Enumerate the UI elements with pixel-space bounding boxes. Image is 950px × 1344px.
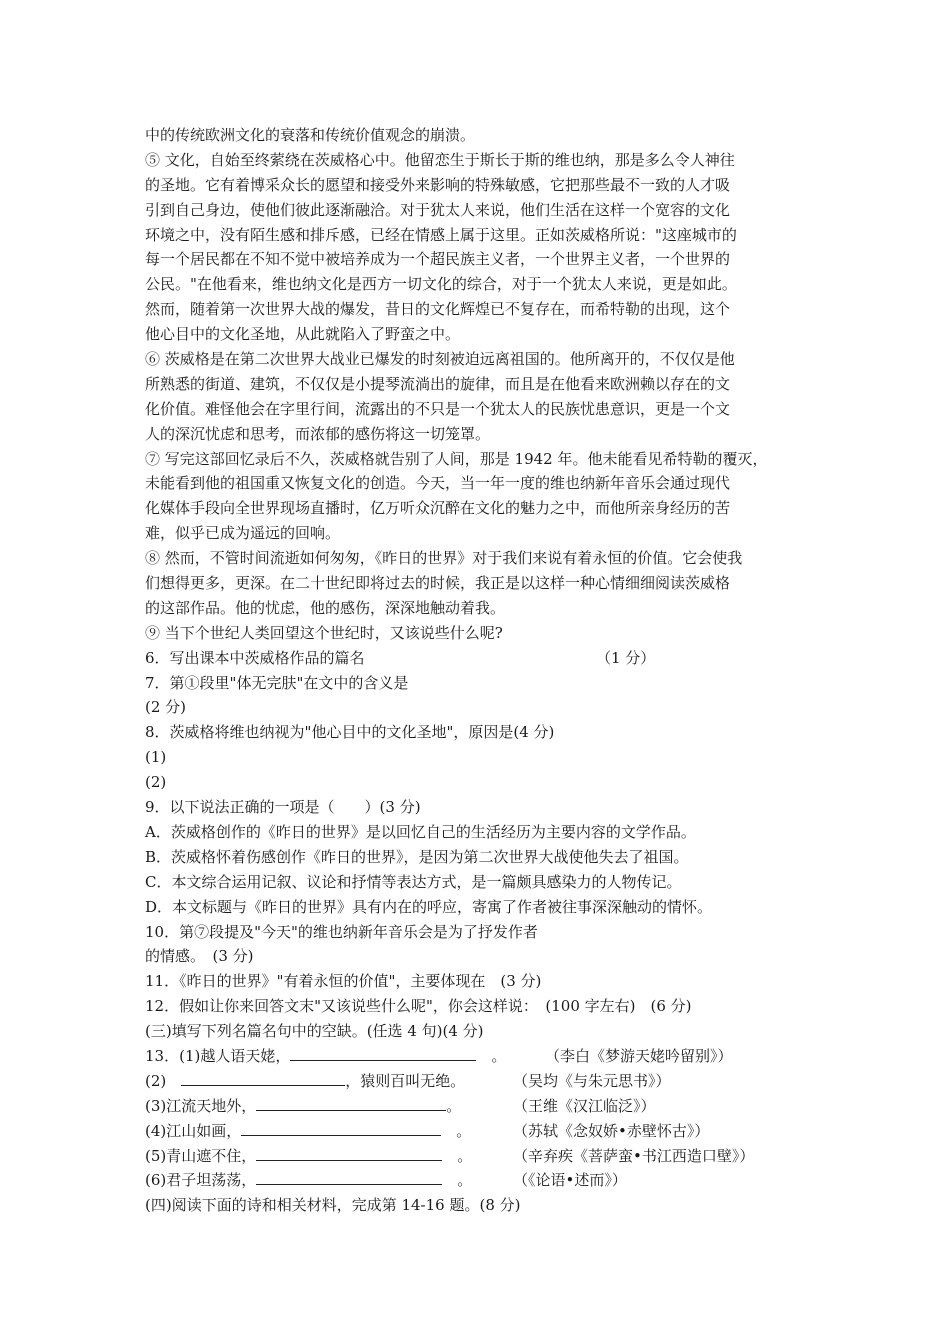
text-line: 们想得更多，更深。在二十世纪即将过去的时候，我正是以这样一种心情细细阅读茨威格	[145, 574, 731, 593]
blank-line[interactable]	[290, 1045, 476, 1061]
section-3-heading: (三)填写下列名篇名句中的空缺。(任选 4 句)(4 分)	[145, 1022, 484, 1041]
source-citation: （《论语•述而》）	[513, 1171, 627, 1190]
answer-item: (2)	[145, 773, 167, 792]
question-7: 7．第①段里"体无完肤"在文中的含义是	[145, 673, 409, 692]
source-citation: （王维《汉江临泛》）	[513, 1096, 656, 1115]
text-line: 未能看到他的祖国重又恢复文化的创造。今天，当一年一度的维也纳新年音乐会通过现代	[145, 474, 731, 493]
blank-line[interactable]	[241, 1120, 441, 1136]
text-line: 化媒体手段向全世界现场直播时，亿万听众沉醉在文化的魅力之中，而他所亲身经历的苦	[145, 499, 731, 518]
option-d: D．本文标题与《昨日的世界》具有内在的呼应，寄寓了作者被往事深深触动的情怀。	[145, 897, 713, 916]
text-line: ⑨ 当下个世纪人类回望这个世纪时，又该说些什么呢?	[145, 623, 503, 642]
fill-blank-row: (6)君子坦荡荡， 。 （《论语•述而》）	[145, 1168, 825, 1193]
text-line: 环境之中，没有陌生感和排斥感，已经在情感上属于这里。正如茨威格所说："这座城市的	[145, 225, 737, 244]
text-line: 所熟悉的街道、建筑，不仅仅是小提琴流淌出的旋律，而且是在他看来欧洲赖以存在的文	[145, 374, 731, 393]
source-citation: （吴均《与朱元思书》）	[513, 1071, 671, 1090]
text-line: 然而，随着第一次世界大战的爆发，昔日的文化辉煌已不复存在，而希特勒的出现，这个	[145, 300, 731, 319]
fill-blank-row: (3)江流天地外， 。 （王维《汉江临泛》）	[145, 1094, 825, 1119]
blank-line[interactable]	[256, 1095, 446, 1111]
text-line: ⑤ 文化，自始至终萦绕在茨威格心中。他留恋生于斯长于斯的维也纳，那是多么令人神往	[145, 150, 735, 169]
section-4-heading: (四)阅读下面的诗和相关材料，完成第 14-16 题。(8 分)	[145, 1196, 521, 1215]
answer-item: (1)	[145, 748, 167, 767]
text-line: 的这部作品。他的忧虑，他的感伤，深深地触动着我。	[145, 598, 506, 617]
question-12: 12．假如让你来回答文末"又该说些什么呢"，你会这样说： (100 字左右) (6 分)	[145, 997, 692, 1016]
question-10-cont: 的情感。 (3 分)	[145, 947, 254, 966]
fill-blank-row: (2) ，猿则百叫无绝。 （吴均《与朱元思书》）	[145, 1069, 825, 1094]
text-line: 难，似乎已成为遥远的回响。	[145, 524, 341, 543]
question-6-text: 6．写出课本中茨威格作品的篇名	[145, 648, 365, 667]
text-line: ⑧ 然而，不管时间流逝如何匆匆，《昨日的世界》对于我们来说有着永恒的价值。它会使我	[145, 549, 743, 568]
text-line: 引到自己身边，使他们彼此逐渐融洽。对于犹太人来说，他们生活在这样一个宽容的文化	[145, 200, 731, 219]
option-a: A．茨威格创作的《昨日的世界》是以回忆自己的生活经历为主要内容的文学作品。	[145, 822, 696, 841]
blank-line[interactable]	[181, 1070, 345, 1086]
source-citation: （苏轼《念奴娇•赤壁怀古》）	[513, 1121, 710, 1140]
question-6-score: （1 分）	[596, 648, 656, 667]
fill-blank-row: (5)青山遮不住， 。 （辛弃疾《菩萨蛮•书江西造口壁》）	[145, 1144, 825, 1169]
question-6	[145, 646, 825, 671]
text-line: 的圣地。它有着博采众长的愿望和接受外来影响的特殊敏感，它把那些最不一致的人才吸	[145, 175, 731, 194]
question-8: 8．茨威格将维也纳视为"他心目中的文化圣地"，原因是(4 分)	[145, 723, 555, 742]
option-c: C．本文综合运用记叙、议论和抒情等表达方式，是一篇颇具感染力的人物传记。	[145, 872, 682, 891]
blank-line[interactable]	[256, 1169, 442, 1185]
question-11: 11．《昨日的世界》"有着永恒的价值"，主要体现在 (3 分)	[145, 972, 542, 991]
fill-blank-row: (4)江山如画， 。 （苏轼《念奴娇•赤壁怀古》）	[145, 1119, 825, 1144]
option-b: B．茨威格怀着伤感创作《昨日的世界》，是因为第二次世界大战使他失去了祖国。	[145, 847, 689, 866]
text-line: 公民。"在他看来，维也纳文化是西方一切文化的综合，对于一个犹太人来说，更是如此。	[145, 275, 737, 294]
blank-line[interactable]	[256, 1145, 442, 1161]
source-citation: （李白《梦游天姥吟留别》）	[545, 1046, 733, 1065]
text-line: 中的传统欧洲文化的衰落和传统价值观念的崩溃。	[145, 126, 476, 144]
source-citation: （辛弃疾《菩萨蛮•书江西造口壁》）	[513, 1146, 755, 1165]
question-7-score: (2 分)	[145, 698, 187, 717]
document-content	[145, 123, 825, 1218]
text-line: ⑦ 写完这部回忆录后不久，茨威格就告别了人间，那是 1942 年。他未能看见希特勒的覆灭，	[145, 449, 768, 468]
text-line: 人的深沉忧虑和思考，而浓郁的感伤将这一切笼罩。	[145, 424, 491, 443]
fill-blank-row: 13．(1)越人语天姥， 。 （李白《梦游天姥吟留别》）	[145, 1044, 825, 1069]
question-9: 9．以下说法正确的一项是（ ）(3 分)	[145, 798, 421, 817]
text-line: 化价值。难怪他会在字里行间，流露出的不只是一个犹太人的民族忧患意识，更是一个文	[145, 399, 731, 418]
text-line: 他心目中的文化圣地，从此就陷入了野蛮之中。	[145, 325, 461, 344]
text-line: ⑥ 茨威格是在第二次世界大战业已爆发的时刻被迫远离祖国的。他所离开的，不仅仅是他	[145, 350, 735, 369]
question-10: 10．第⑦段提及"今天"的维也纳新年音乐会是为了抒发作者	[145, 922, 538, 941]
text-line: 每一个居民都在不知不觉中被培养成为一个超民族主义者，一个世界主义者，一个世界的	[145, 250, 731, 269]
